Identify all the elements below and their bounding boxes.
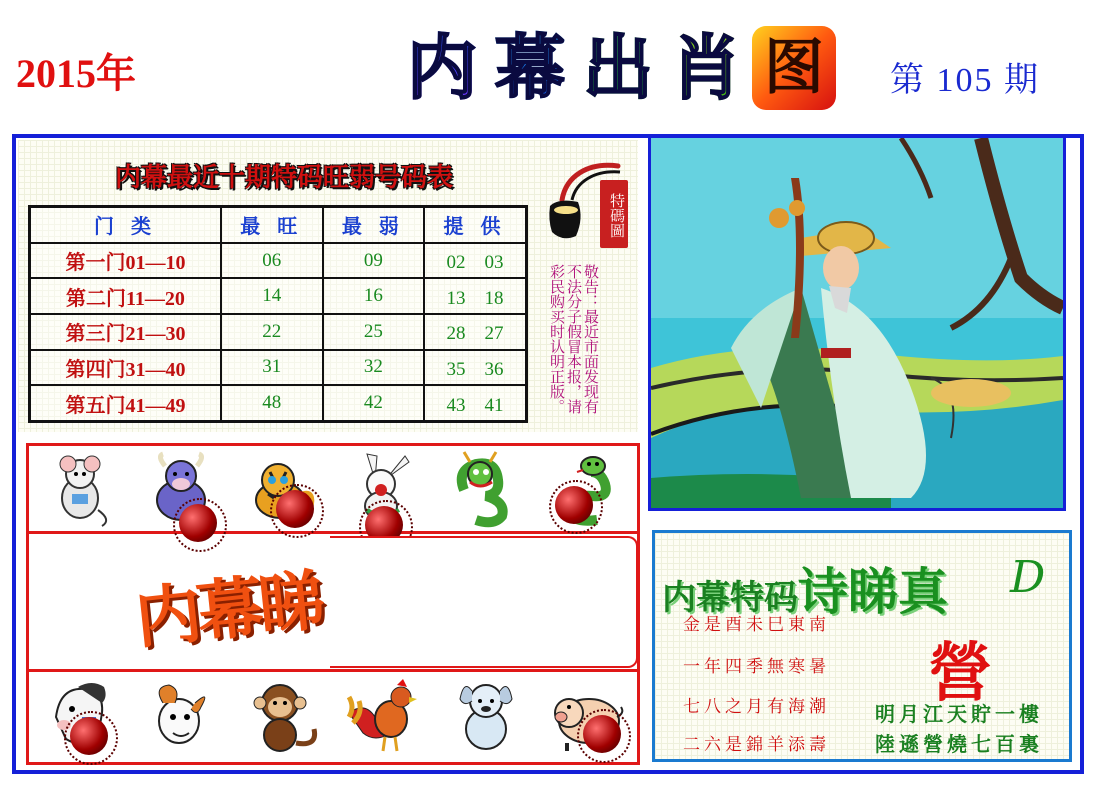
table-row <box>30 350 527 386</box>
gate-cell: 第五门41—49 <box>30 385 221 421</box>
gate-cell: 第三门21—30 <box>30 314 221 350</box>
poem-script-mark: D <box>1010 552 1046 603</box>
offer-cell: 28 27 <box>424 314 526 350</box>
hot-cell: 48 <box>221 385 323 421</box>
offer-cell: 43 41 <box>424 385 526 421</box>
rooster-icon <box>345 677 423 755</box>
monkey-icon <box>244 677 322 755</box>
zodiac-row-top <box>30 447 636 531</box>
hot-cold-number-table <box>28 205 528 423</box>
middle-headline: 内幕睇 <box>131 561 325 659</box>
logo-char: 图 <box>752 26 836 110</box>
mark-blot-icon <box>276 490 314 528</box>
cold-cell: 09 <box>323 243 425 279</box>
ox-icon <box>143 450 221 528</box>
logo-char: 出 <box>576 26 660 110</box>
seal-stamp: 特碼圖 <box>600 180 628 248</box>
dog-icon <box>446 677 524 755</box>
offer-cell: 13 18 <box>424 278 526 314</box>
hot-cell: 31 <box>221 350 323 386</box>
table-row <box>30 385 527 421</box>
poem-couplet-line: 明月江天貯一樓 <box>875 702 1043 726</box>
sage-illustration <box>651 138 1063 508</box>
table-row <box>30 278 527 314</box>
year-label: 2015年 <box>16 51 136 96</box>
logo-char: 内 <box>400 26 484 110</box>
cold-cell: 25 <box>323 314 425 350</box>
logo-char: 幕 <box>488 26 572 110</box>
poem-title-a: 内幕特码 <box>662 578 798 618</box>
poem-highlight-char: 營 <box>928 636 992 711</box>
cold-cell: 16 <box>323 278 425 314</box>
cold-cell: 42 <box>323 385 425 421</box>
column-header: 门 类 <box>30 207 221 243</box>
poem-line: 金是酉未巳東南 <box>683 615 830 635</box>
offer-cell: 02 03 <box>424 243 526 279</box>
issue-number: 第 105 期 <box>890 62 1040 99</box>
dragon-icon <box>446 450 524 528</box>
gate-cell: 第一门01—10 <box>30 243 221 279</box>
mark-blot-icon <box>583 715 621 753</box>
illustration-sage-with-gourd <box>648 135 1066 511</box>
poem-line: 二六是錦羊添壽 <box>683 735 830 755</box>
hot-cell: 22 <box>221 314 323 350</box>
poem-title-b: 诗睇真 <box>798 562 948 621</box>
pig-icon <box>547 677 625 755</box>
poem-couplet-line: 陸遜營燒七百裏 <box>875 732 1043 756</box>
mark-blot-icon <box>555 486 593 524</box>
logo-char: 肖 <box>664 26 748 110</box>
column-header: 最 弱 <box>323 207 425 243</box>
column-header: 提 供 <box>424 207 526 243</box>
horse-icon <box>42 677 120 755</box>
table-header-row <box>30 207 527 243</box>
column-header: 最 旺 <box>221 207 323 243</box>
rabbit-icon <box>345 450 423 528</box>
newspaper-logo <box>400 26 836 110</box>
goat-icon <box>143 677 221 755</box>
table-row <box>30 243 527 279</box>
cold-cell: 32 <box>323 350 425 386</box>
poem-line: 一年四季無寒暑 <box>683 657 830 677</box>
mark-blot-icon <box>70 717 108 755</box>
gate-cell: 第四门31—40 <box>30 350 221 386</box>
zodiac-row-bottom <box>30 672 636 760</box>
gate-cell: 第二门11—20 <box>30 278 221 314</box>
blank-answer-panel <box>330 536 638 668</box>
authenticity-notice: 敬告：最近市面发现有不法分子假冒本报，请彩民购买时认明正版。 <box>548 264 600 414</box>
hot-cell: 06 <box>221 243 323 279</box>
table-row <box>30 314 527 350</box>
tiger-icon <box>244 450 322 528</box>
hot-cell: 14 <box>221 278 323 314</box>
poem-line: 七八之月有海潮 <box>683 697 830 717</box>
snake-icon <box>547 450 625 528</box>
table-title: 内幕最近十期特码旺弱号码表 <box>115 163 454 193</box>
rat-icon <box>42 450 120 528</box>
offer-cell: 35 36 <box>424 350 526 386</box>
